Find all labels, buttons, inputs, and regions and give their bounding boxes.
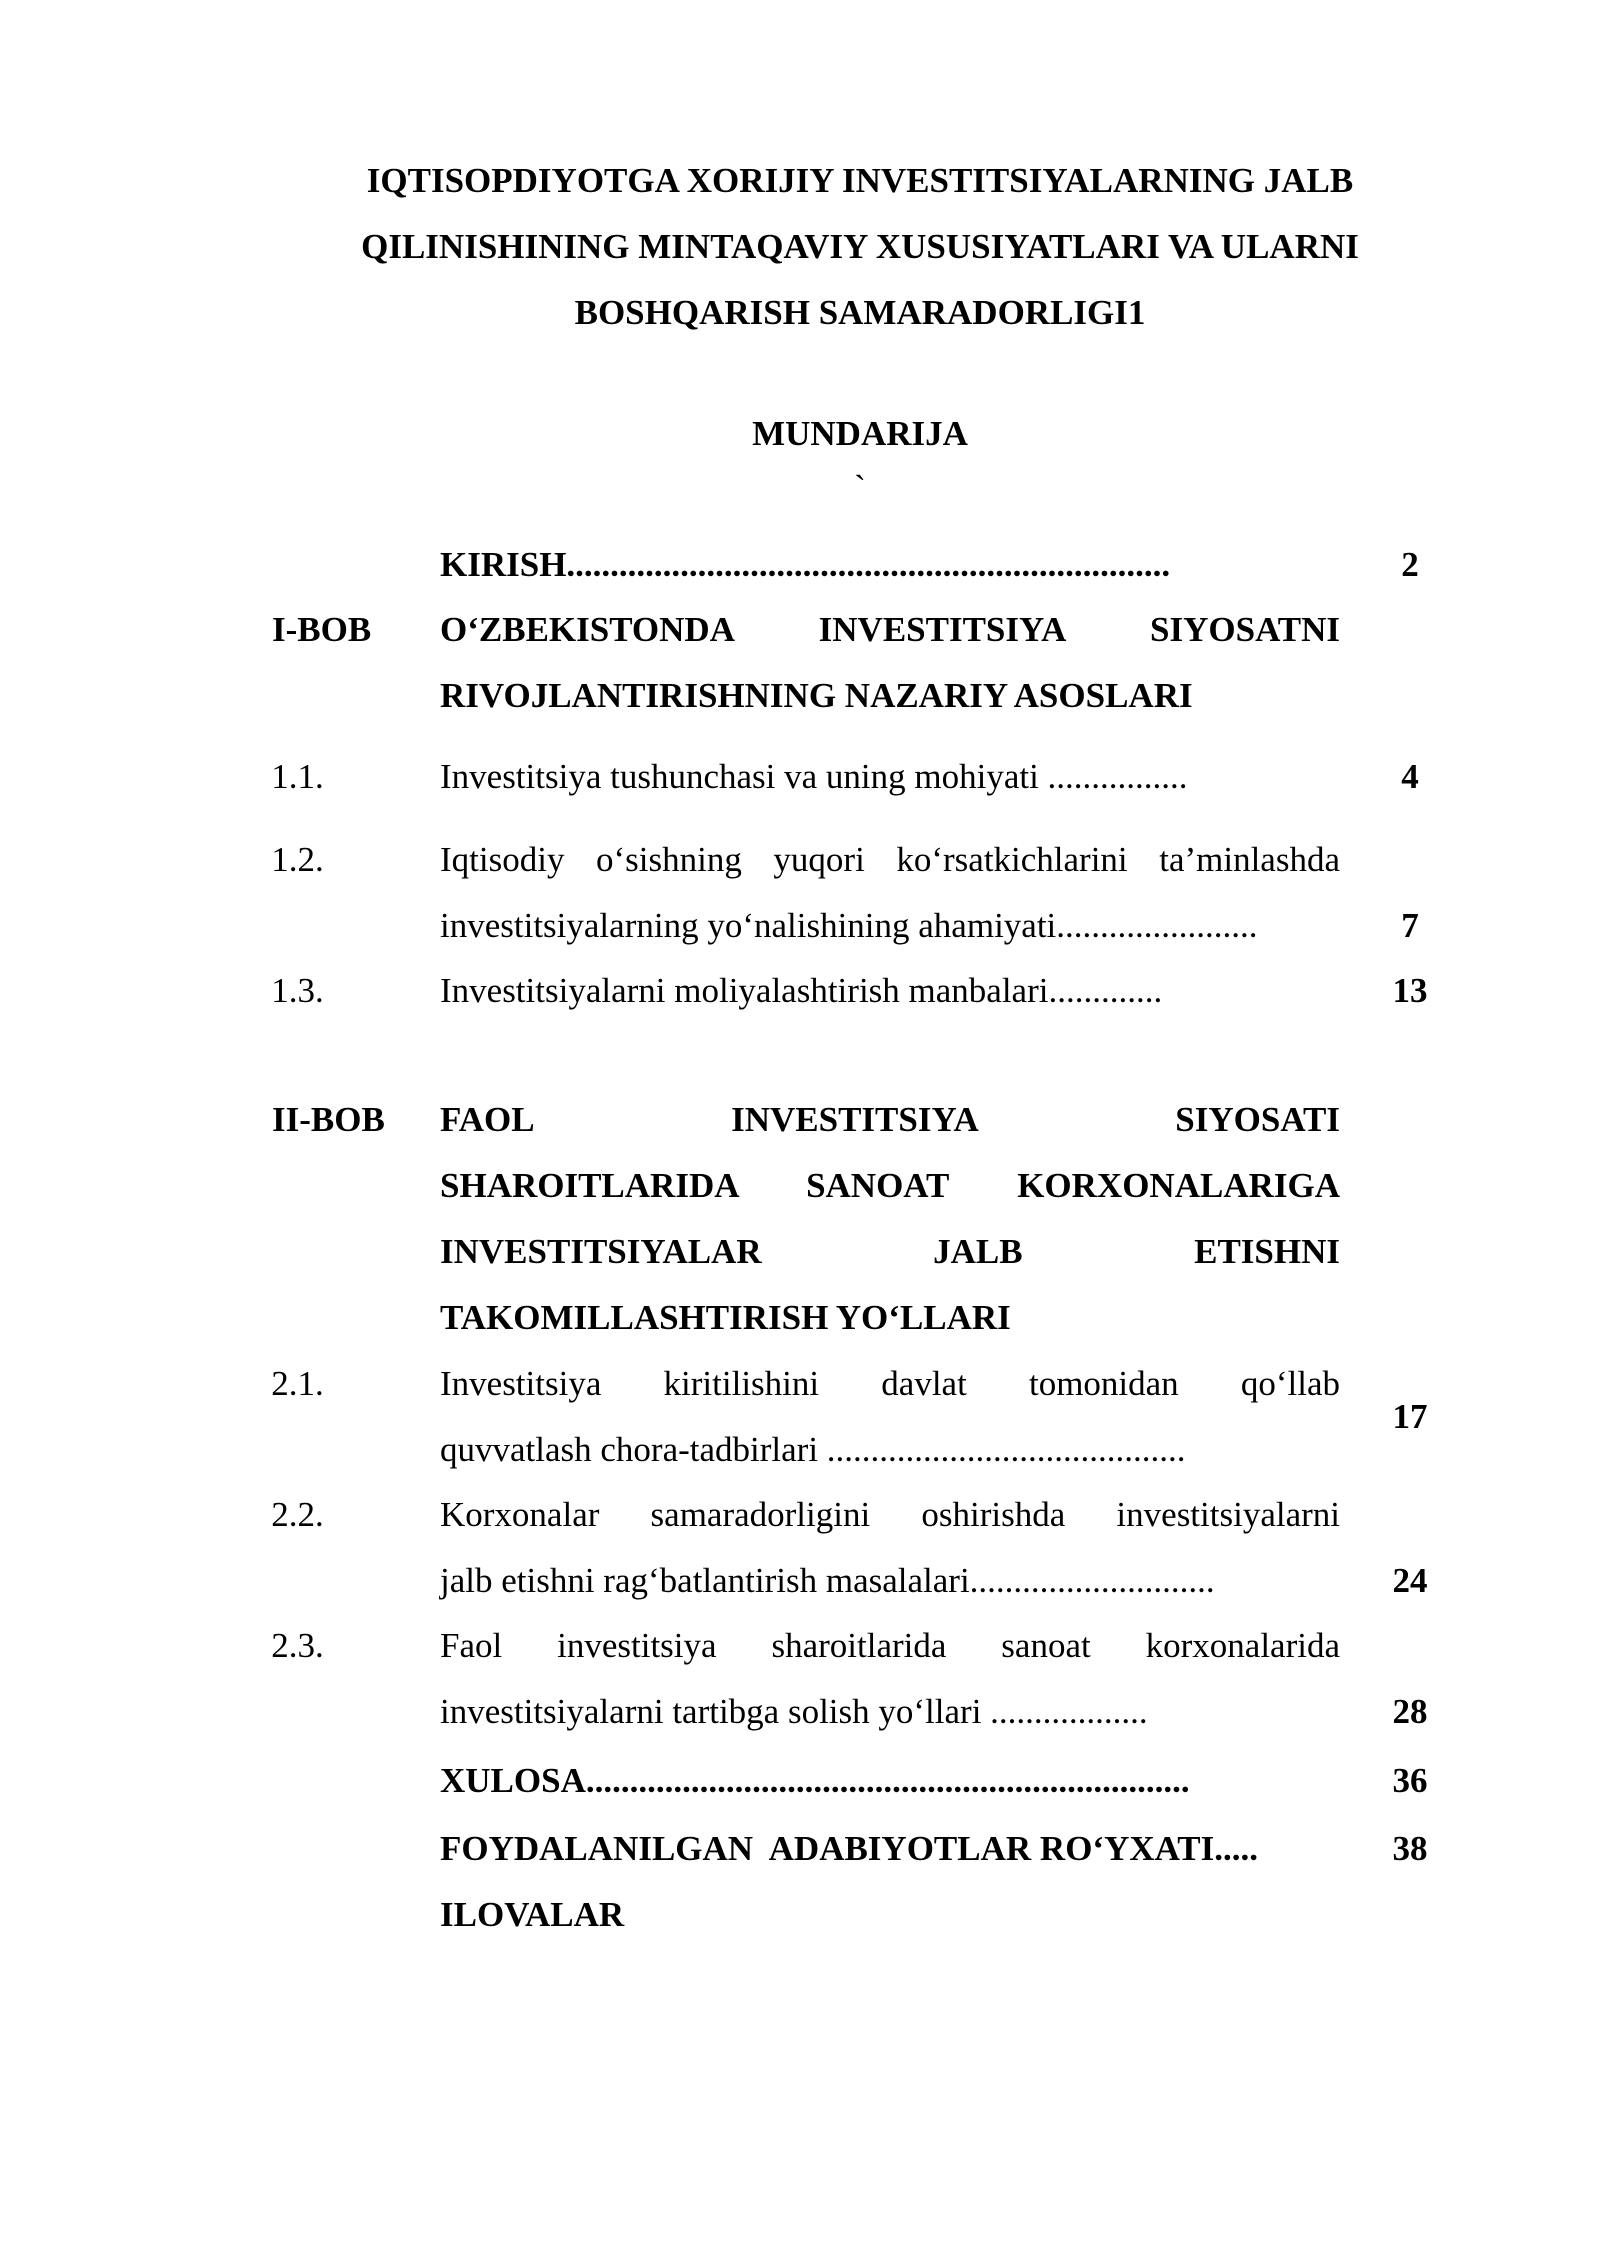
toc-section-2-1-number: 2.1. [271,1364,324,1403]
toc-section-1-3-title: Investitsiyalarni moliyalashtirish manbalari............. [440,971,1163,1010]
toc-chapter-2-label: II-BOB [272,1100,385,1139]
title-line-2: QILINISHINING MINTAQAVIY XUSUSIYATLARI VA ULARNI [361,227,1359,266]
toc-page-xulosa: 36 [1392,1761,1428,1800]
toc-section-2-2-page: 24 [1392,1561,1428,1600]
document-title [290,148,1430,346]
toc-section-2-3-title-line-1: Faol investitsiya sharoitlarida sanoat korxonalarida [440,1626,1340,1665]
toc-section-1-2-number: 1.2. [271,840,324,879]
toc-section-1-2-title-line-1: Iqtisodiy o‘sishning yuqori ko‘rsatkichlarini ta’minlashda [440,840,1340,879]
toc-chapter-2-title-line-4: TAKOMILLASHTIRISH YO‘LLARI [440,1298,1011,1337]
toc-section-1-1-page: 4 [1401,757,1419,796]
toc-section-2-2-title-line-1: Korxonalar samaradorligini oshirishda investitsiyalarni [440,1495,1340,1534]
toc-page-references: 38 [1392,1829,1428,1868]
toc-section-2-1-page: 17 [1392,1397,1428,1436]
toc-entry-appendices: ILOVALAR [440,1895,625,1934]
toc-chapter-2-title-line-1: FAOL INVESTITSIYA SIYOSATI [440,1100,1340,1139]
toc-page-kirish: 2 [1401,545,1419,584]
title-line-1: IQTISOPDIYOTGA XORIJIY INVESTITSIYALARNING JALB [366,161,1354,200]
toc-section-2-3-page: 28 [1392,1692,1428,1731]
toc-chapter-1-title-line-2: RIVOJLANTIRISHNING NAZARIY ASOSLARI [440,676,1193,715]
toc-chapter-1-title-line-1: O‘ZBEKISTONDA INVESTITSIYA SIYOSATNI [440,610,1340,649]
toc-section-2-2-title-line-2: jalb etishni rag‘batlantirish masalalari............................ [440,1561,1215,1600]
toc-section-2-3-number: 2.3. [271,1626,324,1665]
toc-chapter-2-title-line-3: INVESTITSIYALAR JALB ETISHNI [440,1232,1340,1271]
toc-chapter-2-title-line-2: SHAROITLARIDA SANOAT KORXONALARIGA [440,1166,1340,1205]
toc-entry-xulosa: XULOSA..................................................................... [440,1761,1190,1800]
toc-chapter-1-label: I-BOB [272,610,372,649]
toc-entry-references: FOYDALANILGAN ADABIYOTLAR RO‘YXATI..... [440,1829,1259,1868]
toc-section-1-2-title-line-2: investitsiyalarning yo‘nalishining ahamiyati....................... [440,906,1258,945]
toc-section-1-3-page: 13 [1392,971,1428,1010]
toc-entry-kirish: KIRISH..................................................................... [440,545,1171,584]
toc-section-2-1-title-line-1: Investitsiya kiritilishini davlat tomonidan qo‘llab [440,1364,1340,1403]
contents-heading: MUNDARIJA [752,414,968,453]
tick-mark: ` [854,468,866,507]
toc-section-1-1-number: 1.1. [271,757,324,796]
toc-section-2-1-title-line-2: quvvatlash chora-tadbirlari ......................................... [440,1430,1186,1469]
toc-section-1-2-page: 7 [1401,906,1419,945]
toc-section-2-3-title-line-2: investitsiyalarni tartibga solish yo‘llari .................. [440,1692,1148,1731]
toc-section-1-1-title: Investitsiya tushunchasi va uning mohiyati ................ [440,757,1188,796]
title-line-3: BOSHQARISH SAMARADORLIGI1 [574,293,1146,332]
toc-section-2-2-number: 2.2. [271,1495,324,1534]
toc-section-1-3-number: 1.3. [271,971,324,1010]
